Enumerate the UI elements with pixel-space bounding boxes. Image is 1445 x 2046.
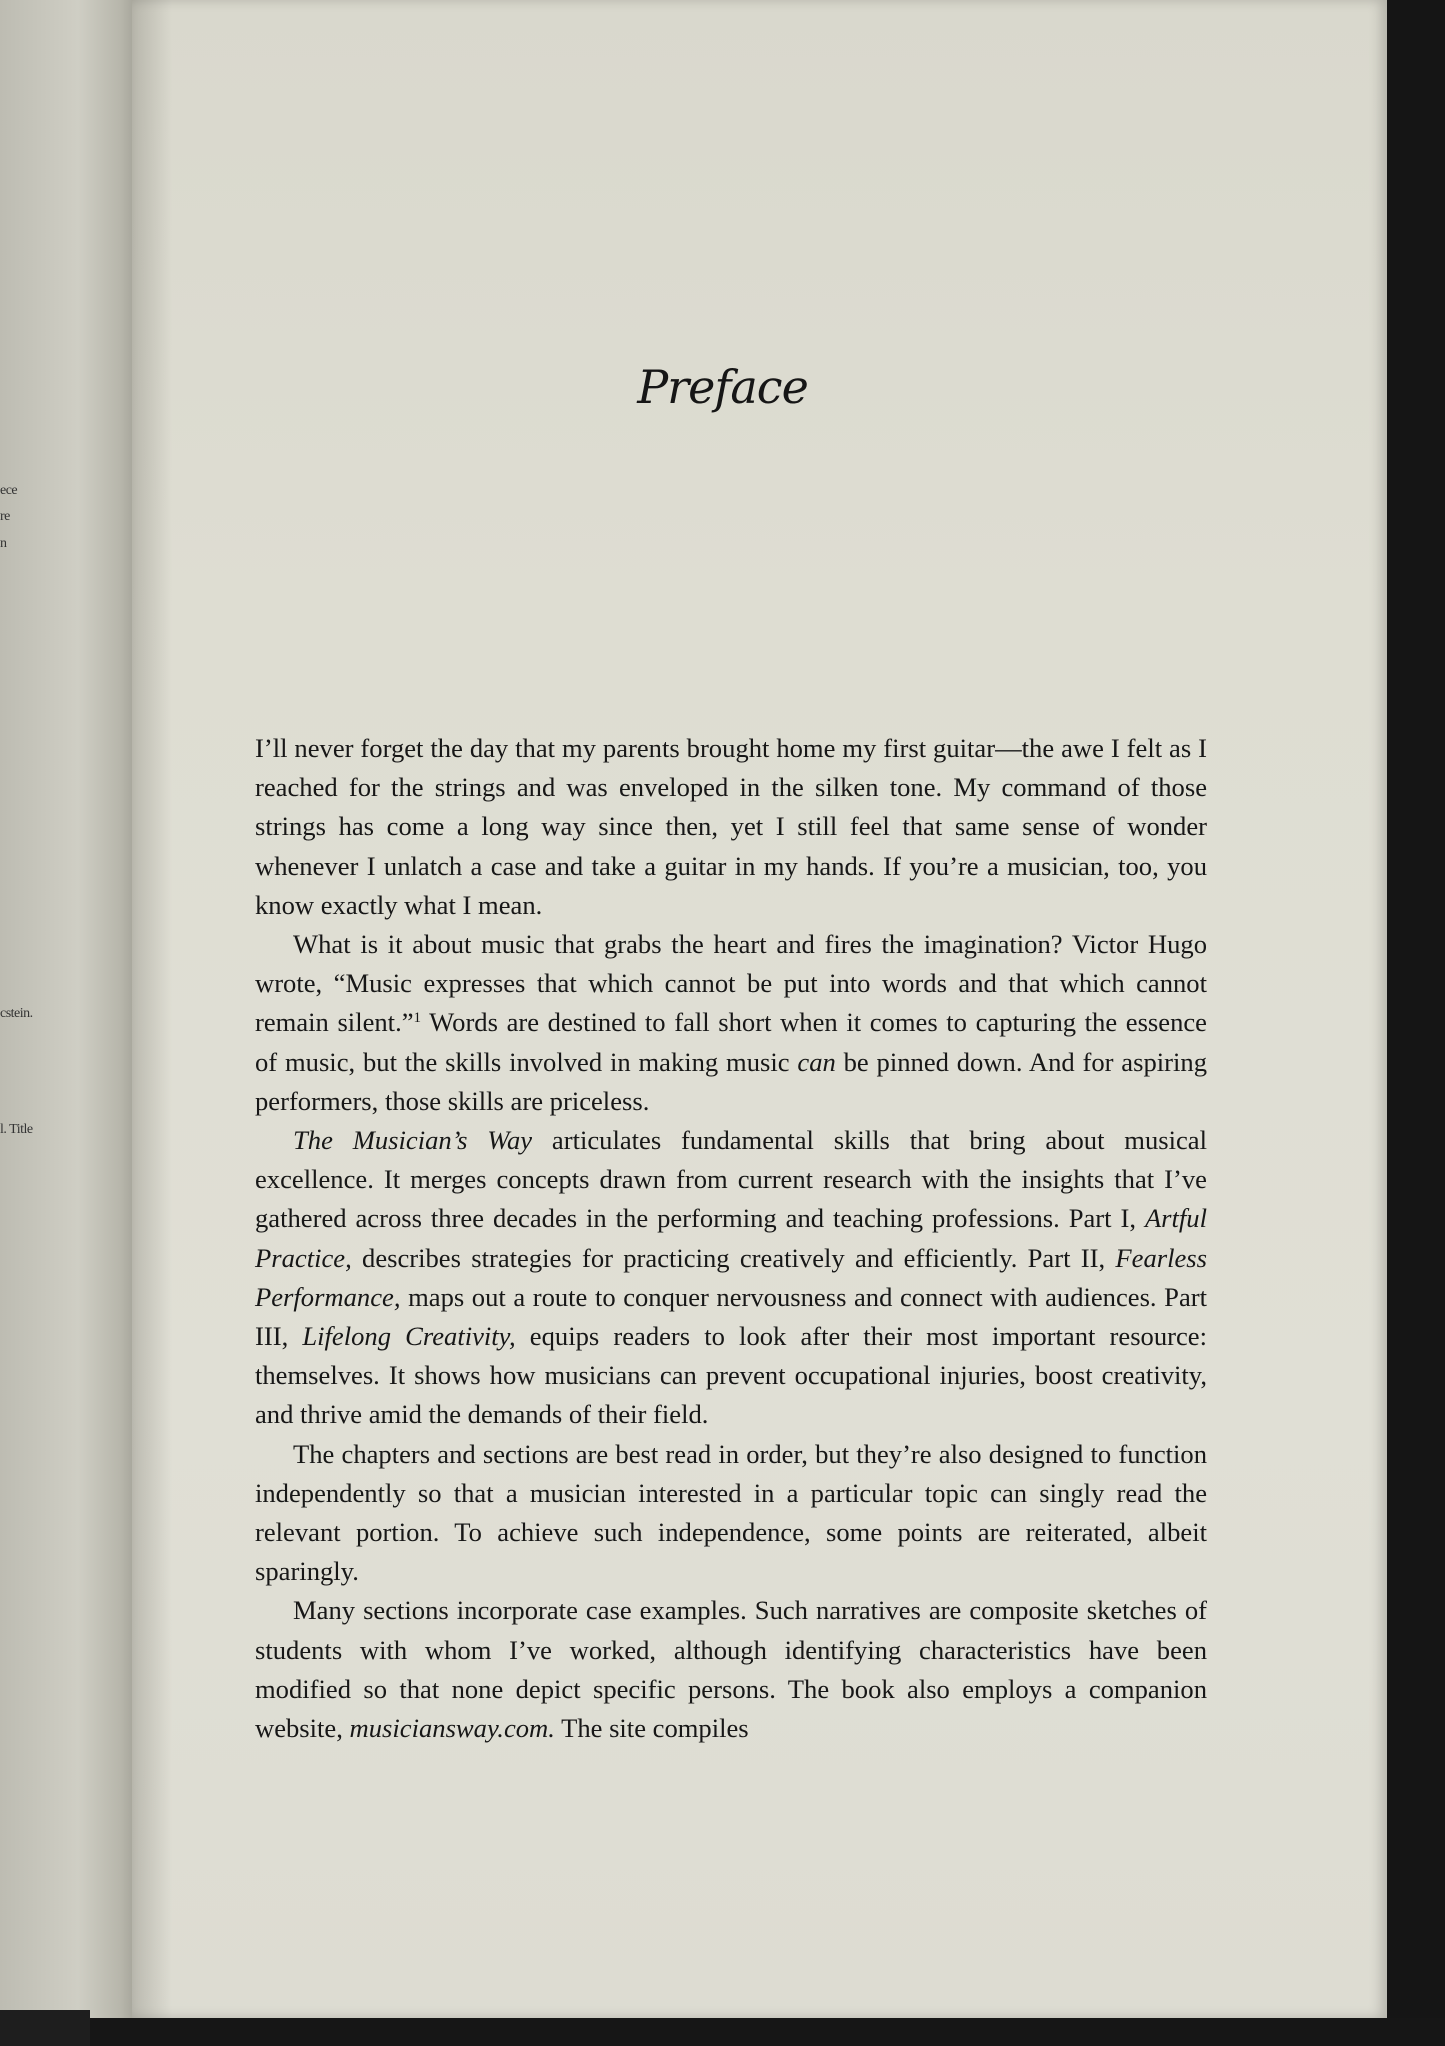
- paragraph-text: What is it about music that grabs the heart and fires the imagination? Victor Hugo wrote, “Music expresses that which cannot be put into words and that which cannot remain silent.”: [255, 929, 1207, 1038]
- part-title-text: Lifelong Creativity,: [302, 1321, 516, 1352]
- paragraph-text: equips readers to look after their most important resource: themselves. It shows how musicians can prevent occupational injuries, boost creativity, and thrive amid the demands of their field.: [255, 1321, 1207, 1430]
- preface-body: [255, 729, 1207, 1748]
- facing-page-fragment: cstein.: [0, 1006, 33, 1021]
- paragraph-text: be pinned down. And for aspiring performers, those skills are priceless.: [255, 1046, 1207, 1116]
- background-right: [1387, 0, 1445, 2046]
- paragraph-text: describes strategies for practicing creatively and efficiently. Part II,: [351, 1242, 1116, 1273]
- paragraph-text: The site compiles: [554, 1713, 749, 1744]
- paragraph-text: articulates fundamental skills that bring about musical excellence. It merges concepts drawn from current research with the insights that I’ve gathered across three decades in the performing and teaching professions. Part I,: [255, 1125, 1207, 1234]
- facing-page-fragment: re: [0, 509, 10, 524]
- paragraph-1: [255, 729, 1207, 925]
- facing-page-fragment: ece: [0, 483, 18, 498]
- paragraph-4: [255, 1435, 1207, 1592]
- part-title-text: Fearless Performance,: [255, 1242, 1207, 1312]
- paragraph-3: [255, 1121, 1207, 1435]
- part-title-text: Artful Practice,: [255, 1203, 1207, 1273]
- page-title: Preface: [637, 360, 808, 414]
- book-title-text: The Musician’s Way: [293, 1125, 533, 1156]
- paragraph-text: I’ll never forget the day that my parents brought home my first guitar—the awe I felt as I reached for the strings and was enveloped in the silken tone. My command of those strings has come a long way since then, yet I still feel that same sense of wonder whenever I unlatch a case and take a guitar in my hands. If you’re a musician, too, you know exactly what I mean.: [255, 733, 1207, 920]
- paragraph-text: The chapters and sections are best read in order, but they’re also designed to function independently so that a musician interested in a particular topic can singly read the relevant portion. To achieve such independence, some points are reiterated, albeit sparingly.: [255, 1438, 1207, 1587]
- facing-page-fragment: l. Title: [0, 1122, 33, 1137]
- background-bottom: [90, 2018, 1445, 2046]
- footnote-marker: 1: [413, 1010, 422, 1027]
- paragraph-text: maps out a route to conquer nervousness and connect with audiences. Part III,: [255, 1281, 1207, 1352]
- facing-page: [0, 0, 142, 2046]
- gutter-shadow: [132, 0, 172, 2018]
- paragraph-text: Words are destined to fall short when it comes to capturing the essence of music, but the skills involved in making music: [255, 1007, 1207, 1077]
- emphasis-text: can: [797, 1046, 836, 1077]
- paragraph-text: Many sections incorporate case examples. Such narratives are composite sketches of students with whom I’ve worked, although identifying characteristics have been modified so that none depict specific persons. The book also employs a companion website,: [255, 1595, 1207, 1744]
- facing-page-fragment: n: [0, 536, 7, 551]
- website-link-text: musiciansway.com.: [349, 1713, 555, 1744]
- background-corner: [0, 2010, 90, 2046]
- paragraph-5: [255, 1591, 1207, 1748]
- paragraph-2: [255, 925, 1207, 1121]
